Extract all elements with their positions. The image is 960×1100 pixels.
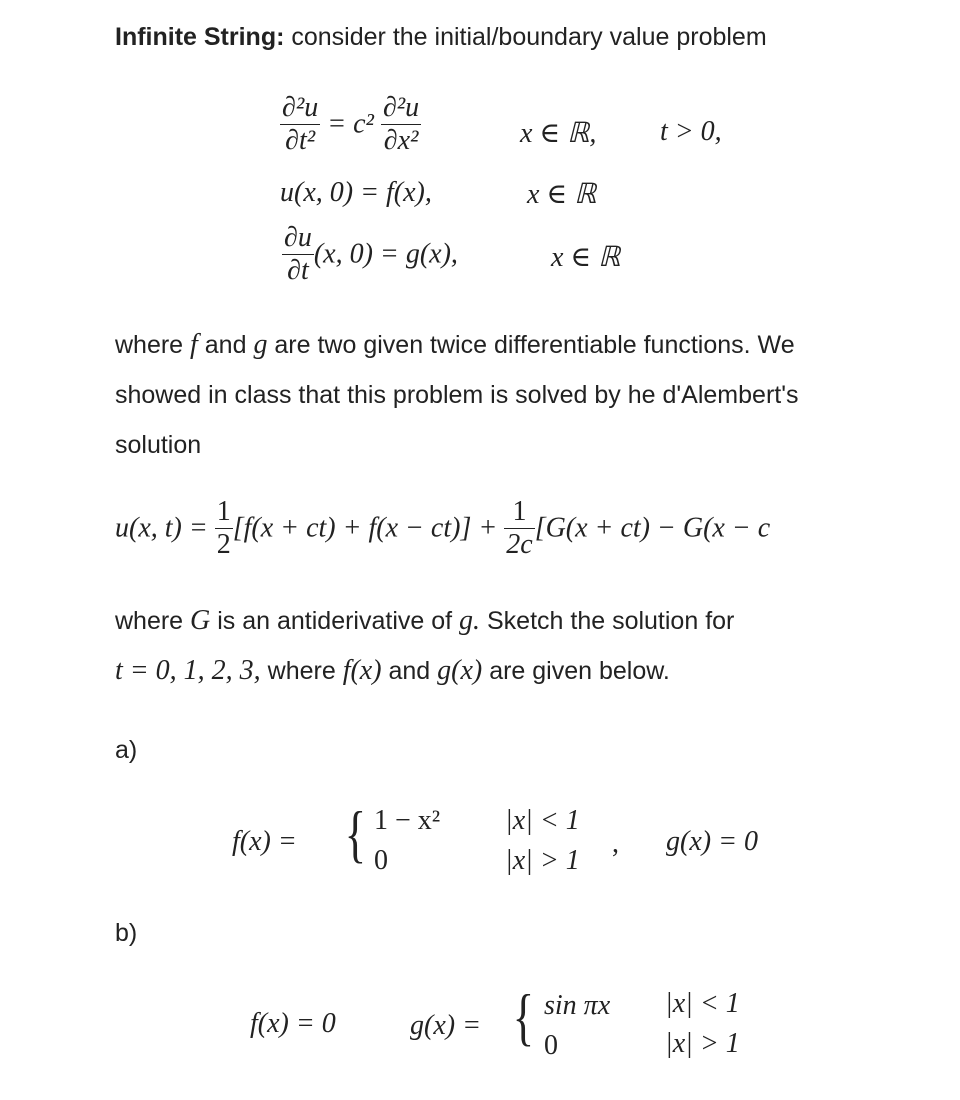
- initial-velocity: [282, 222, 458, 287]
- title-rest: consider the initial/boundary value problem: [291, 23, 767, 51]
- part-b-f: f(x) = 0: [250, 1008, 336, 1039]
- velocity-fraction: [282, 222, 314, 287]
- one-over-2c-fraction: [504, 496, 534, 561]
- wave-domain-t: t > 0,: [660, 116, 722, 147]
- initial-displacement: u(x, 0) = f(x),: [280, 177, 432, 208]
- solution-mid: [f(x + ct) + f(x − ct)] +: [232, 512, 498, 544]
- solution-tail: [G(x + ct) − G(x − c: [534, 512, 771, 544]
- text-antiderivative: is an antiderivative of: [217, 607, 453, 635]
- paragraph-2-line-2: [115, 646, 670, 696]
- part-a-brace: {: [344, 798, 367, 869]
- one-over-2c-denominator: 2c: [506, 529, 533, 560]
- part-b-case-2-condition: |x| > 1: [665, 1028, 740, 1059]
- symbol-f: f: [190, 329, 198, 360]
- half-fraction: [215, 496, 233, 561]
- wave-equation: [280, 92, 421, 157]
- part-b-case-1-condition: |x| < 1: [665, 988, 740, 1019]
- initial-displacement-domain: x ∈ ℝ: [527, 179, 597, 210]
- label-part-a: a): [115, 736, 138, 764]
- part-b-brace: {: [512, 981, 535, 1052]
- velocity-numerator: ∂u: [284, 222, 312, 253]
- part-a-comma: ,: [612, 828, 619, 859]
- text-and: and: [204, 331, 247, 359]
- problem-title: [115, 12, 767, 62]
- label-part-b: b): [115, 919, 138, 947]
- symbol-g-2: g.: [459, 605, 481, 636]
- initial-velocity-domain: x ∈ ℝ: [551, 242, 621, 273]
- lhs-fraction: [280, 92, 320, 157]
- one-over-2c-numerator: 1: [504, 496, 534, 529]
- symbol-fx: f(x): [342, 655, 382, 686]
- text-rest: are two given twice differentiable functions. We: [274, 331, 795, 359]
- part-b-g-lhs: g(x) =: [410, 1010, 481, 1041]
- text-given-below: are given below.: [489, 657, 670, 685]
- part-a-f-lhs: f(x) =: [232, 826, 297, 857]
- solution-lhs: u(x, t) =: [115, 512, 208, 544]
- text-where-2: where: [115, 607, 184, 635]
- part-a-g: g(x) = 0: [666, 826, 758, 857]
- rhs-fraction: [381, 92, 421, 157]
- part-a-case-2-condition: |x| > 1: [505, 845, 580, 876]
- paragraph-2-line-1: [115, 596, 734, 646]
- symbol-g: g: [253, 329, 268, 360]
- title-bold: Infinite String:: [115, 23, 285, 51]
- symbol-G: G: [190, 605, 211, 636]
- lhs-denominator: ∂t²: [285, 125, 316, 156]
- text-where-3: where: [267, 657, 336, 685]
- part-a-case-2-value: 0: [374, 845, 388, 876]
- paragraph-1-line-1: [115, 320, 795, 370]
- text-and-2: and: [388, 657, 431, 685]
- rhs-denominator: ∂x²: [383, 125, 419, 156]
- lhs-numerator: ∂²u: [282, 92, 319, 123]
- half-numerator: 1: [216, 496, 231, 527]
- dalembert-solution: [115, 496, 770, 561]
- text-where: where: [115, 331, 184, 359]
- velocity-denominator: ∂t: [287, 255, 309, 286]
- text-sketch: Sketch the solution for: [487, 607, 735, 635]
- part-b-case-1-value: sin πx: [544, 990, 611, 1021]
- part-a-case-1-condition: |x| < 1: [505, 805, 580, 836]
- paragraph-1-line-3: solution: [115, 431, 202, 459]
- rhs-numerator: ∂²u: [382, 92, 420, 123]
- paragraph-1-line-2: showed in class that this problem is solved by he d'Alembert's: [115, 381, 799, 409]
- part-a-case-1-value: 1 − x²: [374, 805, 441, 836]
- equals-c-squared: = c²: [327, 108, 374, 140]
- symbol-gx: g(x): [437, 655, 483, 686]
- part-b-case-2-value: 0: [544, 1030, 558, 1061]
- times-list: t = 0, 1, 2, 3,: [115, 655, 261, 686]
- half-denominator: 2: [216, 529, 231, 560]
- wave-domain-x: x ∈ ℝ,: [520, 118, 597, 149]
- velocity-rest: (x, 0) = g(x),: [313, 238, 458, 270]
